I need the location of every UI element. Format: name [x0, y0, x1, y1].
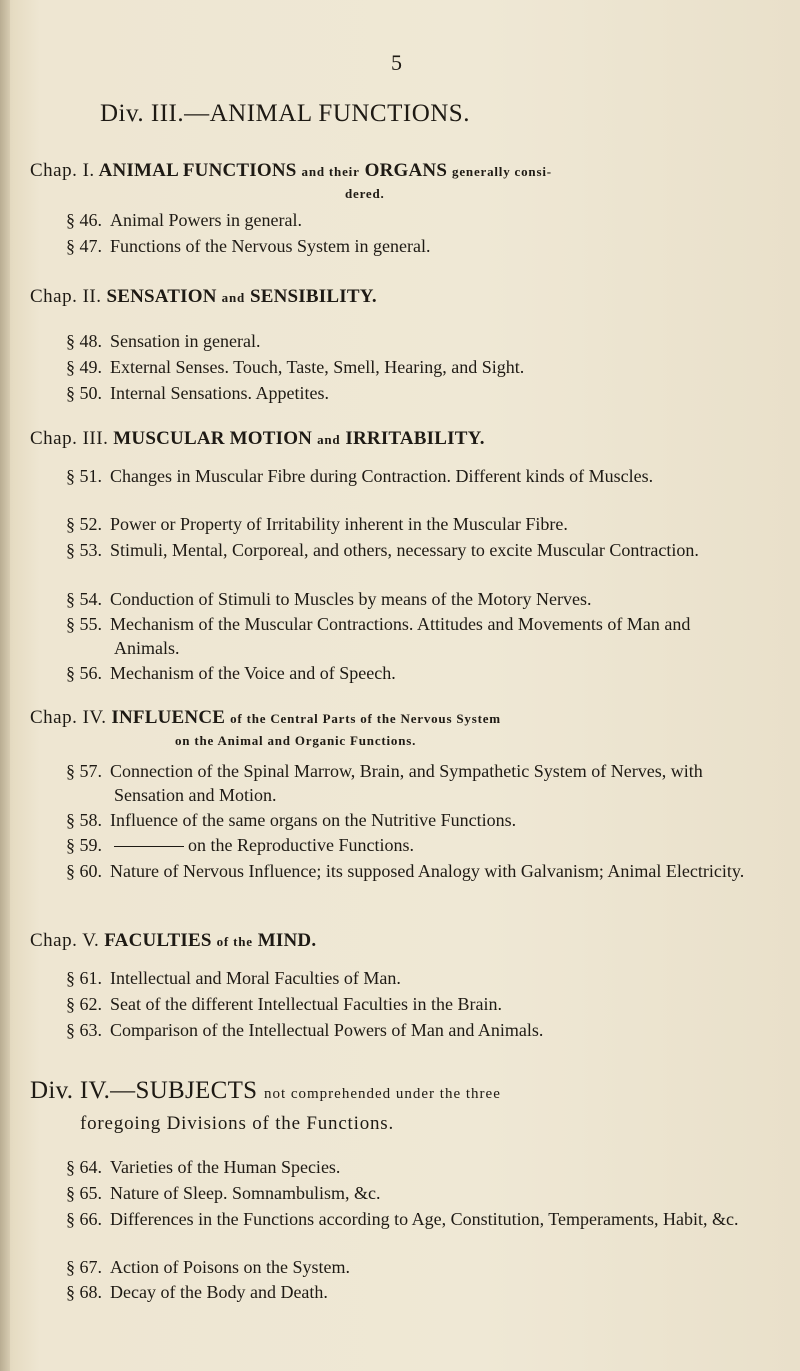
- section-47: § 47. Functions of the Nervous System in general.: [66, 236, 431, 256]
- section-57: § 57. Connection of the Spinal Marrow, Brain, and Sympathetic System of Nerves, with Sensation and Motion.: [66, 761, 703, 805]
- section-65: § 65. Nature of Sleep. Somnambulism, &c.: [66, 1183, 381, 1203]
- ditto-dash: [114, 846, 184, 847]
- division-three-title: Div. III.—ANIMAL FUNCTIONS.: [100, 100, 470, 127]
- page-spine-shadow: [0, 0, 10, 1371]
- section-59: § 59. on the Reproductive Functions.: [66, 835, 414, 855]
- section-55: § 55. Mechanism of the Muscular Contractions. Attitudes and Movements of Man and Animals.: [66, 614, 691, 658]
- section-64: § 64. Varieties of the Human Species.: [66, 1157, 341, 1177]
- chapter-title-b: ORGANS: [364, 160, 448, 181]
- section-51: § 51. Changes in Muscular Fibre during Contraction. Different kinds of Muscles.: [66, 466, 654, 486]
- section-62: § 62. Seat of the different Intellectual Faculties in the Brain.: [66, 994, 503, 1014]
- section-50: § 50. Internal Sensations. Appetites.: [66, 383, 329, 403]
- section-49: § 49. External Senses. Touch, Taste, Smell, Hearing, and Sight.: [66, 357, 525, 377]
- section-63: § 63. Comparison of the Intellectual Powers of Man and Animals.: [66, 1020, 544, 1040]
- section-60: § 60. Nature of Nervous Influence; its supposed Analogy with Galvanism; Animal Electricity.: [66, 861, 745, 881]
- section-66: § 66. Differences in the Functions according to Age, Constitution, Temperaments, Habit, &c.: [66, 1209, 739, 1229]
- section-52: § 52. Power or Property of Irritability inherent in the Muscular Fibre.: [66, 514, 568, 534]
- section-53: § 53. Stimuli, Mental, Corporeal, and others, necessary to excite Muscular Contraction.: [66, 540, 699, 560]
- section-61: § 61. Intellectual and Moral Faculties of Man.: [66, 968, 401, 988]
- section-67: § 67. Action of Poisons on the System.: [66, 1257, 351, 1277]
- chapter-5-heading: Chap. V. FACULTIES of the MIND.: [30, 930, 317, 951]
- chapter-1-heading-continued: dered.: [345, 186, 385, 201]
- section-46: § 46. Animal Powers in general.: [66, 210, 302, 230]
- section-58: § 58. Influence of the same organs on the Nutritive Functions.: [66, 810, 517, 830]
- chapter-label: Chap. I.: [30, 160, 95, 181]
- section-56: § 56. Mechanism of the Voice and of Speech.: [66, 663, 396, 683]
- chapter-3-heading: Chap. III. MUSCULAR MOTION and IRRITABILITY.: [30, 428, 485, 449]
- chapter-1-heading: [30, 160, 552, 182]
- chapter-connector: and their: [301, 164, 360, 179]
- section-68: § 68. Decay of the Body and Death.: [66, 1282, 328, 1302]
- section-54: § 54. Conduction of Stimuli to Muscles by means of the Motory Nerves.: [66, 589, 592, 609]
- section-48: § 48. Sensation in general.: [66, 331, 261, 351]
- division-four-subheading: foregoing Divisions of the Functions.: [80, 1113, 395, 1134]
- page-number: 5: [391, 50, 402, 75]
- chapter-title-tail: generally consi-: [452, 164, 552, 179]
- division-four-heading: Div. IV.—SUBJECTS not comprehended under the three: [30, 1077, 501, 1104]
- chapter-title-a: ANIMAL FUNCTIONS: [98, 160, 297, 181]
- chapter-4-heading: Chap. IV. INFLUENCE of the Central Parts of the Nervous System: [30, 707, 501, 728]
- chapter-4-heading-continued: on the Animal and Organic Functions.: [175, 733, 417, 748]
- chapter-2-heading: Chap. II. SENSATION and SENSIBILITY.: [30, 286, 377, 307]
